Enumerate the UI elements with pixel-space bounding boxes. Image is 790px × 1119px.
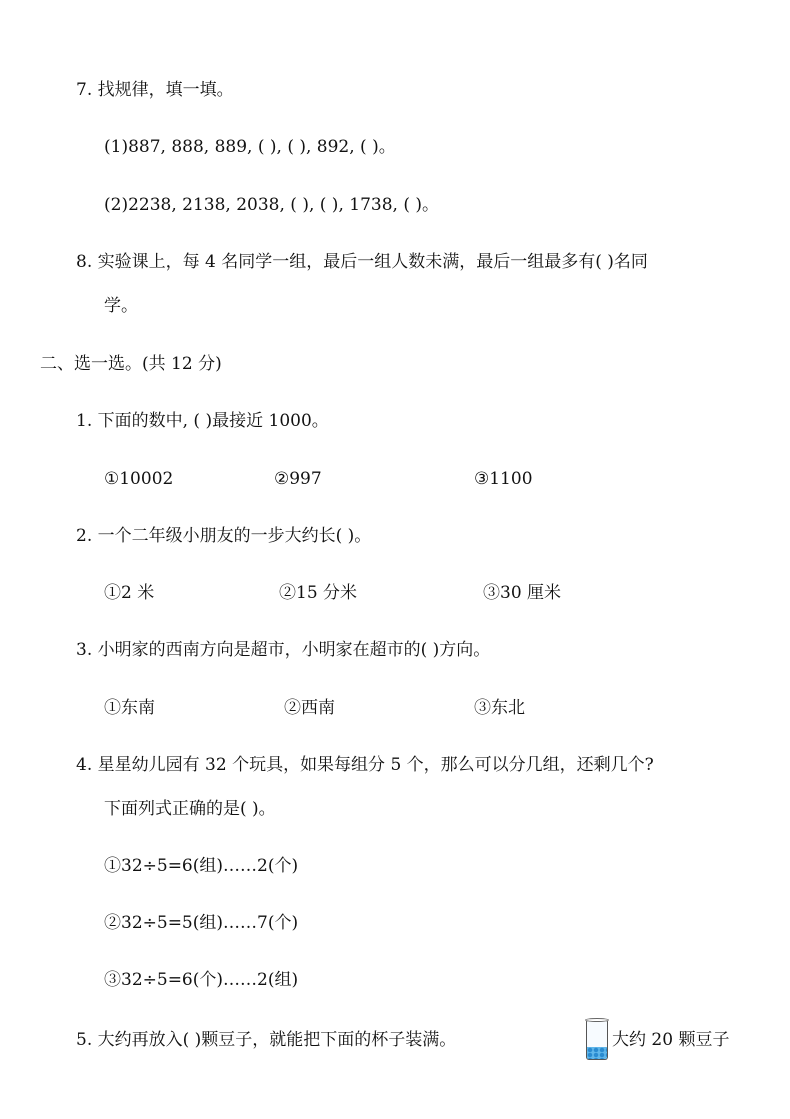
q2-option-2: ②15 分米 (279, 583, 358, 603)
q1-option-3: ③1100 (474, 469, 533, 489)
q7-sub1: (1)887, 888, 889, ( ), ( ), 892, ( )。 (104, 137, 396, 157)
q8-line1: 8. 实验课上，每 4 名同学一组，最后一组人数未满，最后一组最多有( )名同 (76, 252, 648, 272)
q7-sub2: (2)2238, 2138, 2038, ( ), ( ), 1738, ( )。 (104, 195, 439, 215)
q5-stem: 5. 大约再放入( )颗豆子，就能把下面的杯子装满。 (76, 1030, 457, 1050)
q3-option-3: ③东北 (474, 698, 525, 718)
beans-fill (587, 1047, 607, 1059)
cup-rim (585, 1018, 609, 1022)
section2-heading: 二、选一选。(共 12 分) (40, 354, 222, 374)
bean-cup-image (586, 1018, 610, 1062)
q4-stem2: 下面列式正确的是( )。 (104, 799, 276, 819)
q3-stem: 3. 小明家的西南方向是超市，小明家在超市的( )方向。 (76, 640, 491, 660)
q3-option-2: ②西南 (284, 698, 335, 718)
q8-line2: 学。 (104, 296, 138, 316)
q4-option-1: ①32÷5=6(组)……2(个) (104, 856, 299, 876)
q4-stem: 4. 星星幼儿园有 32 个玩具，如果每组分 5 个，那么可以分几组，还剩几个? (76, 755, 654, 775)
q3-option-1: ①东南 (104, 698, 155, 718)
q2-option-1: ①2 米 (104, 583, 155, 603)
q1-option-1: ①10002 (104, 469, 174, 489)
q1-stem: 1. 下面的数中, ( )最接近 1000。 (76, 411, 329, 431)
q2-option-3: ③30 厘米 (483, 583, 562, 603)
q2-stem: 2. 一个二年级小朋友的一步大约长( )。 (76, 526, 372, 546)
cup-body (586, 1020, 608, 1060)
cup-label: 大约 20 颗豆子 (612, 1030, 730, 1050)
q4-option-2: ②32÷5=5(组)……7(个) (104, 913, 299, 933)
q4-option-3: ③32÷5=6(个)……2(组) (104, 970, 299, 990)
q1-option-2: ②997 (274, 469, 322, 489)
q7-title: 7. 找规律，填一填。 (76, 80, 234, 100)
